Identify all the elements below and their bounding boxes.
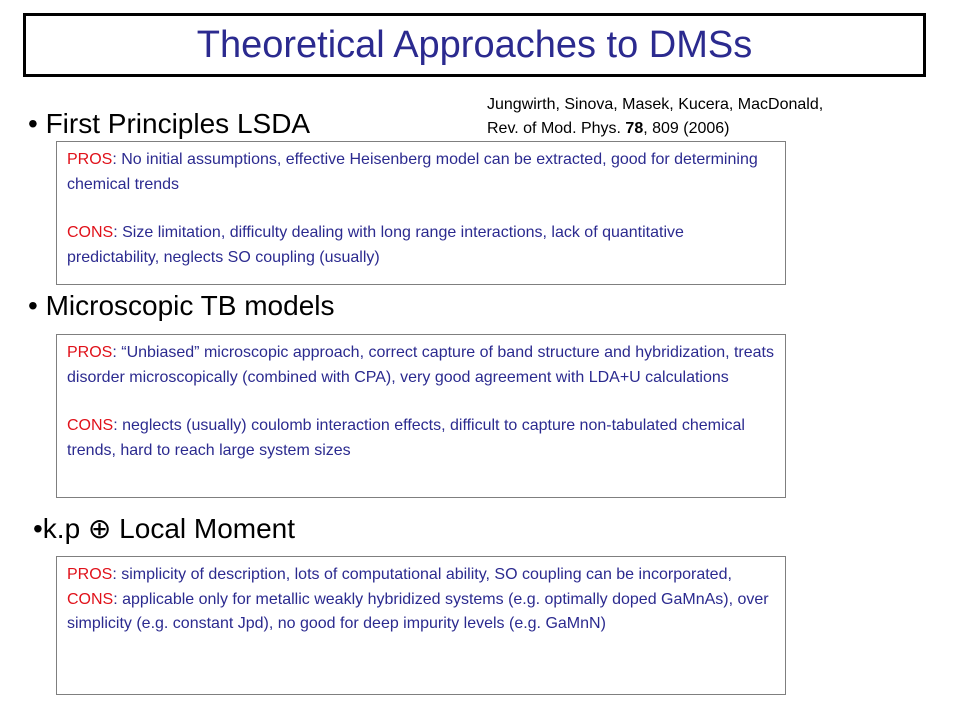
section-heading-kp-local-moment: •k.p ⊕ Local Moment bbox=[33, 513, 296, 544]
lsda-pros-cons-box bbox=[56, 141, 786, 285]
pros-label: PROS bbox=[67, 344, 113, 361]
kp-pros-cons-box bbox=[56, 556, 786, 695]
pros-text: : simplicity of description, lots of computational ability, SO coupling can be incorporated, bbox=[112, 566, 732, 583]
pros-label: PROS bbox=[67, 151, 113, 168]
citation-journal-name: Rev. of Mod. Phys. bbox=[487, 120, 626, 137]
section-heading-tb-models: • Microscopic TB models bbox=[28, 290, 335, 321]
cons-label: CONS bbox=[67, 417, 114, 434]
cons-label: CONS bbox=[67, 590, 114, 608]
citation-authors: Jungwirth, Sinova, Masek, Kucera, MacDonald, bbox=[487, 96, 824, 113]
section-heading-lsda: • First Principles LSDA bbox=[28, 108, 311, 139]
citation-volume: 78 bbox=[625, 120, 644, 137]
cons-text: : Size limitation, difficulty dealing with long range interactions, lack of quantitative predictability, neglects SO coupling (usually) bbox=[67, 224, 684, 266]
cons-paragraph bbox=[67, 221, 775, 270]
cons-paragraph bbox=[67, 588, 775, 637]
cons-label: CONS bbox=[67, 224, 114, 241]
citation-pages-year: , 809 (2006) bbox=[643, 120, 730, 137]
title-frame bbox=[23, 13, 926, 77]
pros-paragraph bbox=[67, 563, 775, 588]
citation-journal bbox=[487, 117, 927, 141]
paragraph-spacer bbox=[67, 197, 775, 221]
paragraph-spacer bbox=[67, 390, 775, 414]
pros-label: PROS bbox=[67, 566, 113, 583]
pros-text: : No initial assumptions, effective Heisenberg model can be extracted, good for determining chemical trends bbox=[67, 151, 758, 193]
cons-text: : applicable only for metallic weakly hybridized systems (e.g. optimally doped GaMnAs), over simplicity (e.g. constant Jpd), no good for deep impurity levels (e.g. GaMnN) bbox=[67, 590, 769, 632]
pros-paragraph bbox=[67, 148, 775, 197]
slide-title: Theoretical Approaches to DMSs bbox=[196, 23, 753, 66]
pros-paragraph bbox=[67, 341, 775, 390]
tb-pros-cons-box bbox=[56, 334, 786, 498]
cons-paragraph bbox=[67, 414, 775, 463]
pros-text: : “Unbiased” microscopic approach, correct capture of band structure and hybridization, treats disorder microscopically (combined with CPA), very good agreement with LDA+U calculations bbox=[67, 344, 774, 386]
cons-text: : neglects (usually) coulomb interaction effects, difficult to capture non-tabulated chemical trends, hard to reach large system sizes bbox=[67, 417, 745, 459]
citation bbox=[487, 93, 927, 141]
